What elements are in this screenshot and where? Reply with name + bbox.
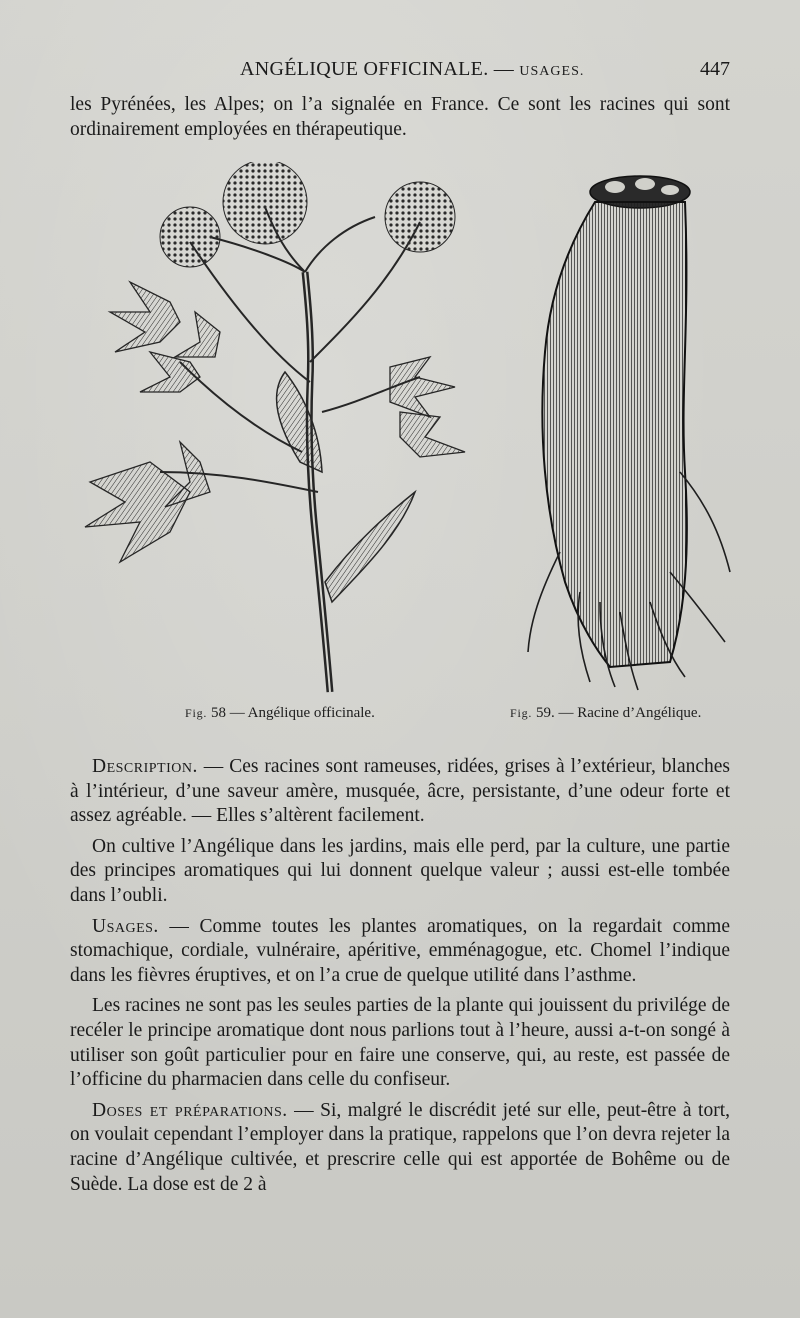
intro-text: les Pyrénées, les Alpes; on l’a signalée en France. Ce sont les racines qui sont ordinairement employées en thérapeutique. bbox=[70, 94, 730, 140]
figure-58-label: Fig. bbox=[185, 706, 208, 720]
intro-paragraph bbox=[70, 93, 730, 142]
umbel-flower-heads bbox=[160, 162, 455, 267]
figure-59-caption bbox=[510, 705, 701, 722]
doses-heading: Doses et préparations. bbox=[92, 1099, 288, 1121]
usages-text: — Comme toutes les plantes aromatiques, on la regardait comme stomachique, cordiale, vulnéraire, apéritive, emménagogue, etc. Chomel l’indique dans les fièvres éruptives, et on l’a crue de quelque utilité dans l’asthme. bbox=[70, 915, 730, 986]
racines-paragraph: Les racines ne sont pas les seules parties de la plante qui jouissent du privilége de recéler le principe aromatique dont nous parlions tout à l’heure, aussi a-t-on songé à utiliser son goût particulier pour en faire une conserve, qui, au reste, est passée de l’officine du pharmacien dans celle du confiseur. bbox=[70, 995, 730, 1091]
description-paragraph bbox=[70, 755, 730, 829]
doses-text: — Si, malgré le discrédit jeté sur elle, peut-être à tort, on voulait cependant l’employer dans la pratique, rappelons que l’on devra rejeter la racine d’Angélique cultivée, et prescrire celle qui est apportée de Bohême ou de Suède. La dose est de 2 à bbox=[70, 1099, 730, 1195]
description-heading: Description. bbox=[92, 756, 198, 777]
figure-58-caption bbox=[185, 705, 375, 722]
running-head-section: USAGES. bbox=[519, 64, 585, 79]
angelica-plant-illustration bbox=[70, 162, 490, 697]
leaflets-right bbox=[390, 357, 465, 457]
page-number: 447 bbox=[700, 58, 730, 80]
description-text: — Ces racines sont rameuses, ridées, grises à l’extérieur, blanches à l’intérieur, d’une saveur amère, musquée, âcre, persistante, d’une odeur forte et assez agréable. — Elles s’altèrent facilement. bbox=[70, 756, 730, 827]
body-text bbox=[70, 755, 730, 1197]
doses-paragraph bbox=[70, 1099, 730, 1197]
figure-59-text: 59. — Racine d’Angélique. bbox=[532, 705, 702, 721]
page-header bbox=[70, 58, 730, 88]
running-head-title: ANGÉLIQUE OFFICINALE. bbox=[240, 58, 489, 80]
usages-heading: Usages. bbox=[92, 915, 159, 937]
figures-area bbox=[60, 162, 740, 722]
leaflets-lower-left bbox=[85, 442, 210, 562]
running-head bbox=[240, 58, 584, 81]
figure-58-text: 58 — Angélique officinale. bbox=[207, 705, 375, 721]
usages-paragraph bbox=[70, 915, 730, 989]
running-head-separator: — bbox=[488, 58, 520, 80]
leaflets-upper-left bbox=[110, 282, 220, 392]
culture-paragraph: On cultive l’Angélique dans les jardins, mais elle perd, par la culture, une partie des principes aromatiques qui lui donnent quelque valeur ; aussi est-elle tombée dans l’oubli. bbox=[70, 835, 730, 906]
angelica-root-illustration bbox=[520, 172, 740, 692]
figure-59-label: Fig. bbox=[510, 706, 533, 720]
